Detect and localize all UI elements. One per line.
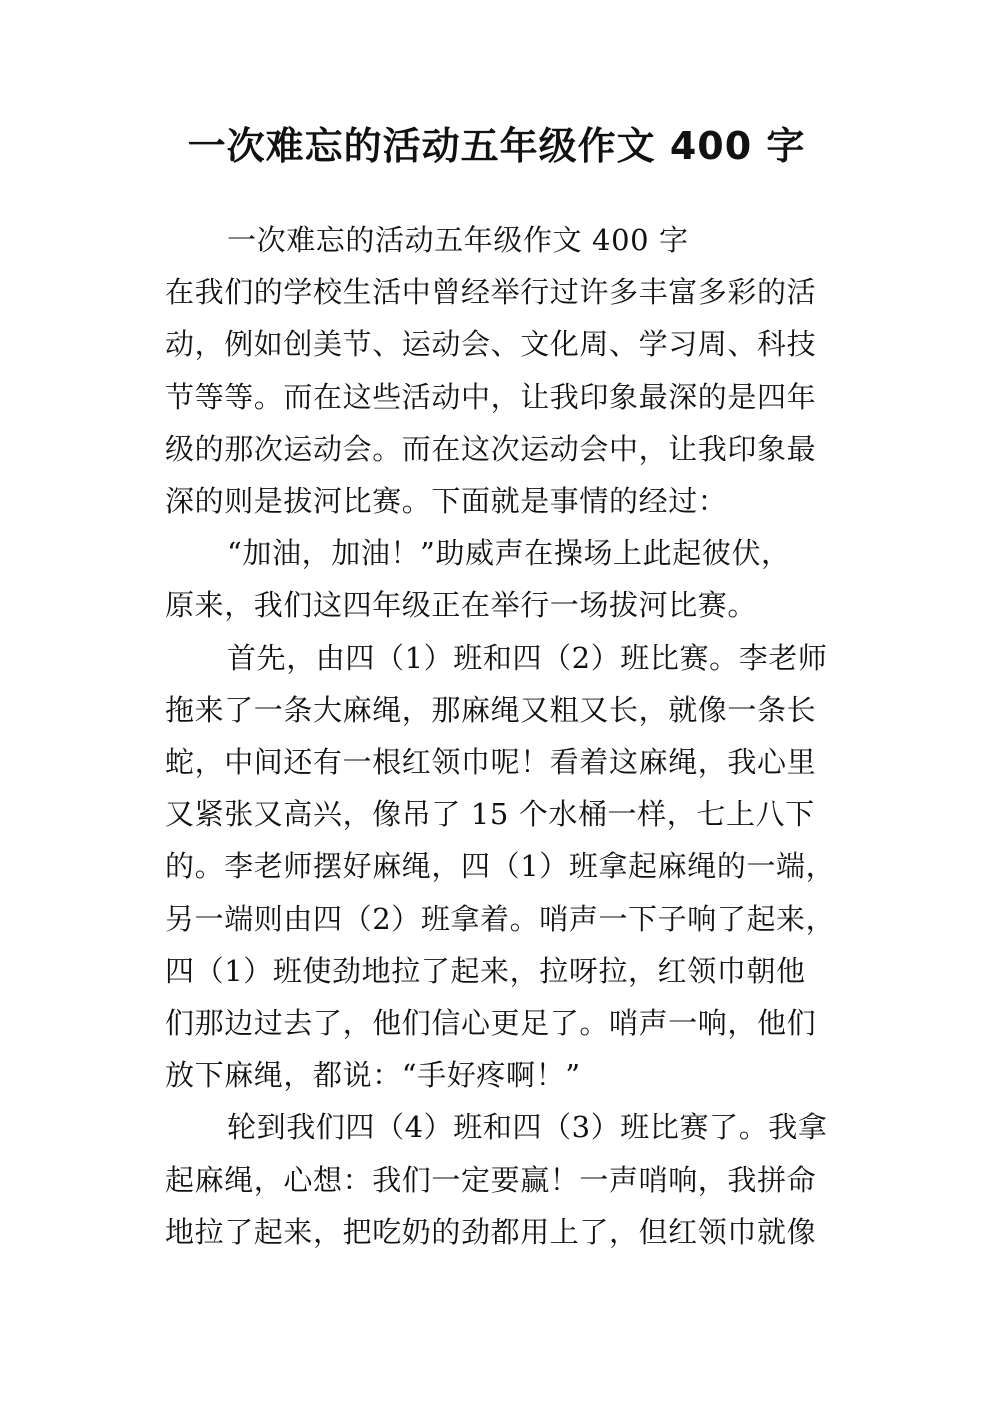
paragraph-line: 动，例如创美节、运动会、文化周、学习周、科技 (165, 327, 817, 362)
paragraph-line: 另一端则由四（2）班拿着。哨声一下子响了起来， (165, 901, 836, 936)
paragraph-line: 放下麻绳，都说：“手好疼啊！” (165, 1058, 581, 1093)
document-title: 一次难忘的活动五年级作文 400 字 (187, 124, 806, 168)
paragraph-line: 的。李老师摆好麻绳，四（1）班拿起麻绳的一端， (165, 849, 836, 884)
paragraph-line: 级的那次运动会。而在这次运动会中，让我印象最 (165, 431, 817, 466)
paragraph-line: “加油，加油！”助威声在操场上此起彼伏， (227, 536, 791, 571)
paragraph-line: 在我们的学校生活中曾经举行过许多丰富多彩的活 (165, 275, 817, 310)
paragraph-line: 拖来了一条大麻绳，那麻绳又粗又长，就像一条长 (165, 692, 817, 727)
paragraph-line: 四（1）班使劲地拉了起来，拉呀拉，红领巾朝他 (165, 953, 806, 988)
paragraph-line: 们那边过去了，他们信心更足了。哨声一响，他们 (165, 1006, 817, 1041)
paragraph-line: 原来，我们这四年级正在举行一场拔河比赛。 (165, 588, 758, 623)
subtitle-line: 一次难忘的活动五年级作文 400 字 (227, 223, 689, 257)
paragraph-line: 起麻绳，心想：我们一定要赢！一声哨响，我拼命 (165, 1162, 817, 1197)
paragraph-line: 深的则是拔河比赛。下面就是事情的经过： (165, 484, 728, 519)
paragraph-line: 轮到我们四（4）班和四（3）班比赛了。我拿 (227, 1110, 828, 1145)
paragraph-line: 首先，由四（1）班和四（2）班比赛。李老师 (227, 640, 828, 675)
paragraph-line: 节等等。而在这些活动中，让我印象最深的是四年 (165, 379, 817, 414)
paragraph-line: 蛇，中间还有一根红领巾呢！看着这麻绳，我心里 (165, 745, 817, 780)
paragraph-line: 地拉了起来，把吃奶的劲都用上了，但红领巾就像 (165, 1214, 817, 1249)
document-body (165, 214, 836, 1258)
paragraph-line: 又紧张又高兴，像吊了 15 个水桶一样，七上八下 (165, 797, 815, 832)
